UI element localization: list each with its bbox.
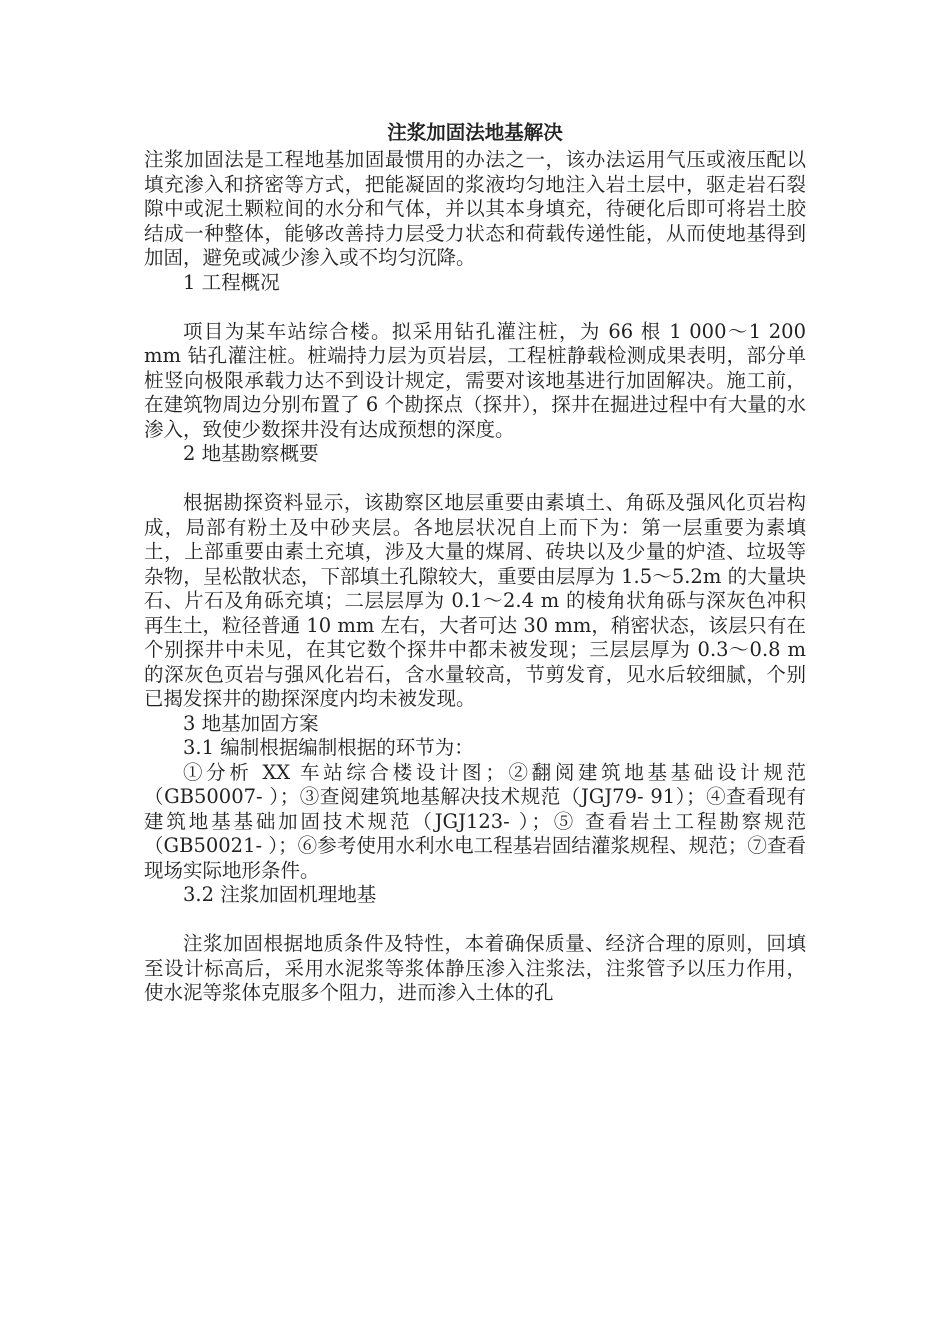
section-heading-3: 3 地基加固方案 [183,711,319,735]
subsection-heading-3-2: 3.2 注浆加固机理地基 [183,883,377,906]
section-heading-1: 1 工程概况 [183,270,280,294]
document-title: 注浆加固法地基解决 [387,121,563,144]
document-page [144,118,806,1006]
section-1-paragraph: 项目为某车站综合楼。拟采用钻孔灌注桩，为 66 根 1 000～1 200 mm 钻孔灌注桩。桩端持力层为页岩层，工程桩静载检测成果表明，部分单桩竖向极限承载力达不到设计规定，需要对该地基进行加固解决。施工前，在建筑物周边分别布置了 6 个勘探点（探井），探井在掘进过程中有大量的水渗入，致使少数探井没有达成预想的深度。 [144,319,806,441]
subsection-3-1-paragraph: ①分析 XX 车站综合楼设计图；②翻阅建筑地基基础设计规范（GB50007- ）；③查阅建筑地基解决技术规范（JGJ79- 91）；④查看现有建筑地基基础加固技术规范（JGJ123- ）；⑤ 查看岩土工程勘察规范（GB50021- ）；⑥参考使用水利水电工程基岩固结灌浆规程、规范；⑦查看现场实际地形条件。 [144,760,806,882]
section-heading-2: 2 地基勘察概要 [183,442,319,465]
subsection-3-2-paragraph: 注浆加固根据地质条件及特性，本着确保质量、经济合理的原则，回填至设计标高后，采用水泥浆等浆体静压渗入注浆法，注浆管予以压力作用，使水泥等浆体克服多个阻力，进而渗入土体的孔 [144,932,806,1004]
intro-paragraph: 注浆加固法是工程地基加固最惯用的办法之一，该办法运用气压或液压配以填充渗入和挤密等方式，把能凝固的浆液均匀地注入岩土层中，驱走岩石裂隙中或泥土颗粒间的水分和气体，并以其本身填充，待硬化后即可将岩土胶结成一种整体，能够改善持力层受力状态和荷载传递性能，从而使地基得到加固，避免或减少渗入或不均匀沉降。 [144,148,806,269]
section-2-paragraph: 根据勘探资料显示，该勘察区地层重要由素填土、角砾及强风化页岩构成，局部有粉土及中砂夹层。各地层状况自上而下为：第一层重要为素填土，上部重要由素土充填，涉及大量的煤屑、砖块以及少量的炉渣、垃圾等杂物，呈松散状态，下部填土孔隙较大，重要由层厚为 1.5～5.2m 的大量块石、片石及角砾充填；二层层厚为 0.1～2.4 m 的棱角状角砾与深灰色冲积再生土，粒径普通 10 mm 左右，大者可达 30 mm，稍密状态，该层只有在个别探井中未见，在其它数个探井中都未被发现；三层层厚为 0.3～0.8 m 的深灰色页岩与强风化岩石，含水量较高，节剪发育，见水后较细腻，个别已揭发探井的勘探深度内均未被发现。 [144,491,806,710]
subsection-heading-3-1: 3.1 编制根据编制根据的环节为： [183,736,474,759]
